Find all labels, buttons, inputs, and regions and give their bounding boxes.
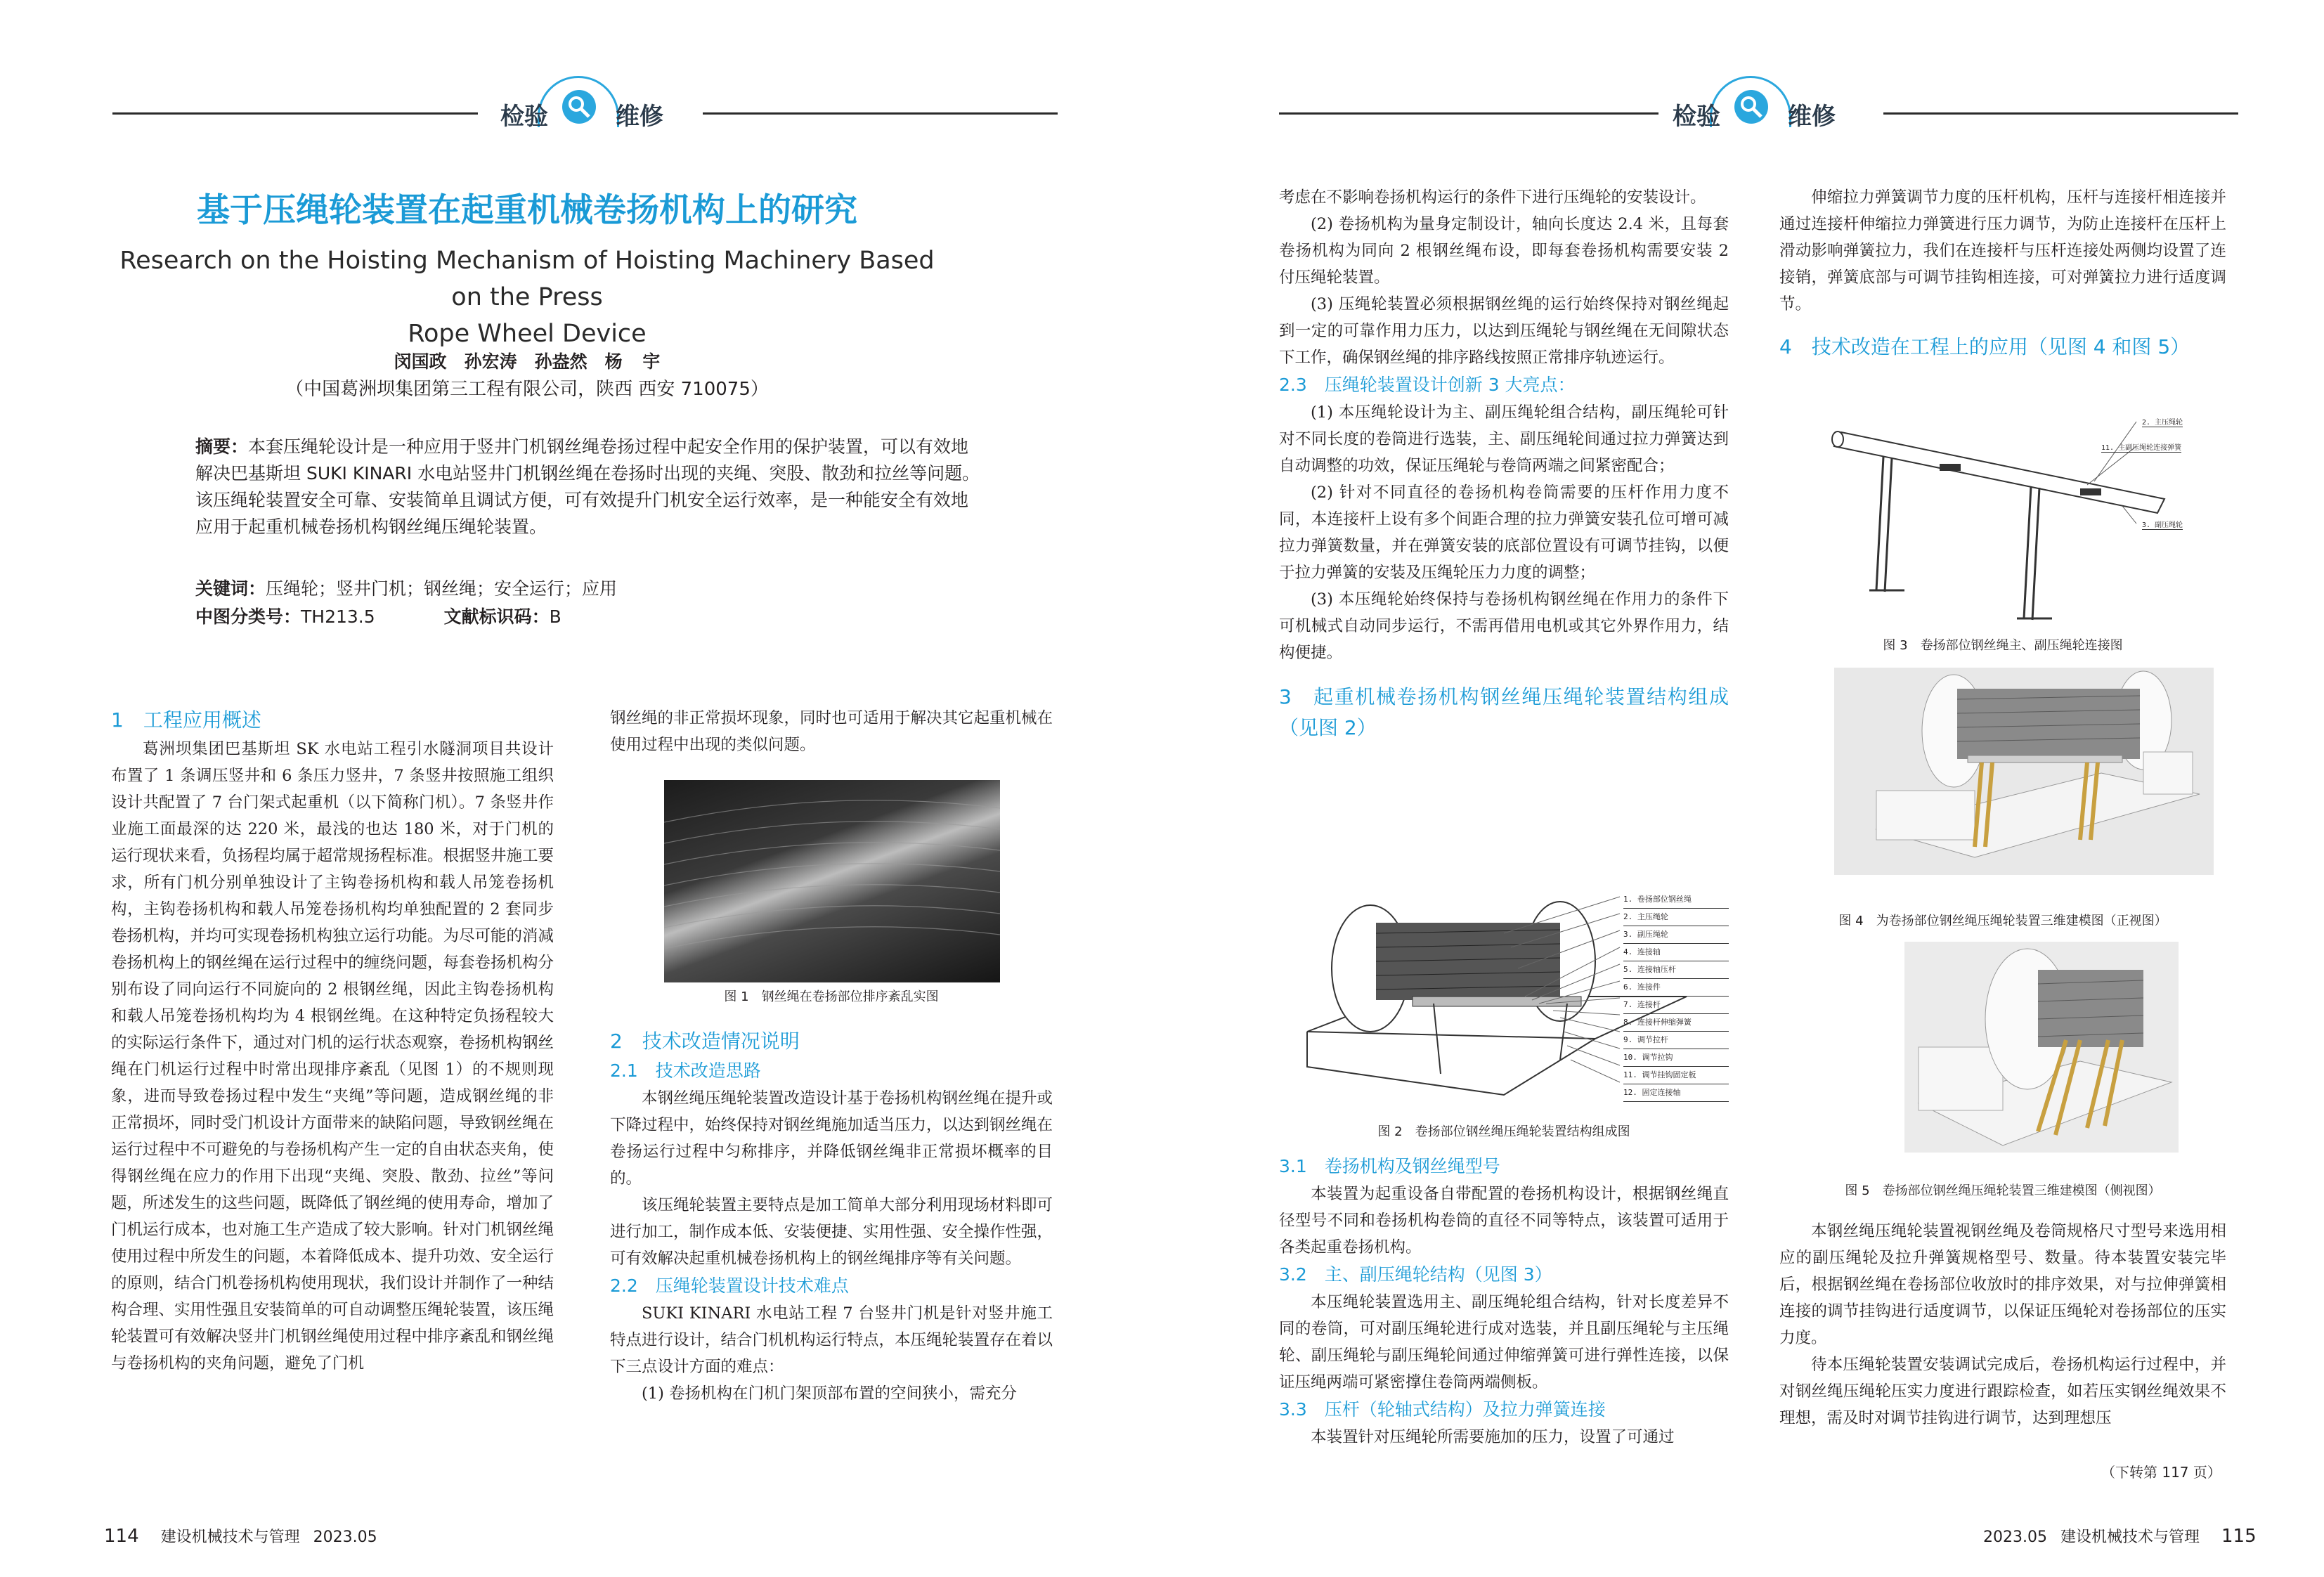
legend-item: 11. 调节挂钩固定板 (1623, 1067, 1729, 1084)
footer-right (1983, 1525, 2257, 1547)
figure-1-photo (664, 780, 1000, 982)
journal-name-right: 建设机械技术与管理 (2060, 1529, 2200, 1546)
subsection-heading: 3.1 卷扬机构及钢丝绳型号 (1279, 1156, 1500, 1176)
abstract-text: 本套压绳轮设计是一种应用于竖井门机钢丝绳卷扬过程中起安全作用的保护装置，可以有效地解决巴基斯坦 SUKI KINARI 水电站竖井门机钢丝绳在卷扬时出现的夹绳、突股、散劲和拉丝等问题。该压绳轮装置安全可靠、安装简单且调试方便，可有效提升门机安全运行效率，是一种能安全有效地应用于起重机械卷扬机构钢丝绳压绳轮装置。 (195, 436, 980, 537)
paragraph: 钢丝绳的非正常损坏现象，同时也可适用于解决其它起重机械在使用过程中出现的类似问题。 (610, 709, 1053, 754)
section-heading: 3 起重机械卷扬机构钢丝绳压绳轮装置结构组成（见图 2） (1279, 685, 1729, 739)
doc-label: 文献标识码： (443, 606, 550, 627)
legend-item: 7. 连接杆 (1623, 997, 1729, 1014)
paragraph: (2) 针对不同直径的卷扬机构卷筒需要的压杆作用力度不同，本连接杆上设有多个间距合理的拉力弹簧安装孔位可增可减拉力弹簧数量，并在弹簧安装的底部位置设有可调节挂钩，以便于拉力弹簧的安装及压绳轮压力力度的调整； (1279, 484, 1729, 582)
paragraph: 考虑在不影响卷扬机构运行的条件下进行压绳轮的安装设计。 (1279, 188, 1706, 207)
subsection-heading: 2.2 压绳轮装置设计技术难点 (610, 1276, 849, 1296)
legend-item: 2. 主压绳轮 (1623, 909, 1729, 926)
legend-item: 8. 连接杆伸缩弹簧 (1623, 1014, 1729, 1032)
figure-2-legend (1623, 891, 1729, 1102)
column-1 (111, 705, 554, 1377)
legend-item: 6. 连接件 (1623, 979, 1729, 997)
title-en-line2: Rope Wheel Device (408, 320, 647, 348)
column-4 (1779, 184, 2226, 363)
paragraph: (1) 卷扬机构在门机门架顶部布置的空间狭小，需充分 (642, 1384, 1018, 1403)
column-2-lower (610, 1026, 1053, 1407)
subsection-heading: 3.2 主、副压绳轮结构（见图 3） (1279, 1264, 1552, 1285)
clc-label: 中图分类号： (195, 606, 301, 627)
figure-1-caption: 图 1 钢丝绳在卷扬部位排序紊乱实图 (724, 989, 939, 1004)
issue-date-right: 2023.05 (1983, 1529, 2047, 1546)
figure-4-render (1834, 668, 2214, 875)
header-rule-right-b (1883, 112, 2238, 115)
figure-3-label: 2. 主压绳轮 (2142, 416, 2183, 427)
legend-item: 10. 调节拉钩 (1623, 1049, 1729, 1067)
paragraph: 本钢丝绳压绳轮装置视钢丝绳及卷筒规格尺寸型号来选用相应的副压绳轮及拉升弹簧规格型号、数量。待本装置安装完毕后，根据钢丝绳在卷扬部位收放时的排序效果，对与拉伸弹簧相连接的调节挂钩进行适度调节，以保证压绳轮对卷扬部位的压实力度。 (1779, 1222, 2226, 1347)
figure-3-label: 3. 副压绳轮 (2142, 519, 2183, 530)
column-4-lower (1779, 1218, 2226, 1432)
header-rule-right-a (1279, 112, 1658, 115)
paragraph: 该压绳轮装置主要特点是加工简单大部分利用现场材料即可进行加工，制作成本低、安装便捷、实用性强、安全操作性强，可有效解决起重机械卷扬机构上的钢丝绳排序等有关问题。 (610, 1196, 1053, 1268)
column-3 (1279, 184, 1729, 744)
title-en-line1: Research on the Hoisting Mechanism of Hoisting Machinery Based on the Press (119, 247, 935, 311)
paragraph: 本压绳轮装置选用主、副压绳轮组合结构，针对长度差异不同的卷筒，可对副压绳轮进行成对选装，并且副压绳轮与主压绳轮、副压绳轮与副压绳轮间通过伸缩弹簧可进行弹性连接，以保证压绳两端可紧密撑住卷筒两端侧板。 (1279, 1293, 1729, 1391)
section-heading: 2 技术改造情况说明 (610, 1030, 800, 1053)
paragraph: 葛洲坝集团巴基斯坦 SK 水电站工程引水隧洞项目共设计布置了 1 条调压竖井和 6 条压力竖井，7 条竖井按照施工组织设计共配置了 7 台门架式起重机（以下简称门机）。7 条竖井作业施工面最深的达 220 米，最浅的也达 180 米，对于门机的运行现状来看，负扬程均属于超常规扬程标准。根据竖井施工要求，所有门机分别单独设计了主钩卷扬机构和载人吊笼卷扬机构，主钩卷扬机构和载人吊笼卷扬机构均单独配置的 2 套同步卷扬机构，并均可实现卷扬机构独立运行功能。为尽可能的消减卷扬机构上的钢丝绳在运行过程中的缠绕问题，每套卷扬机构分别布设了同向运行不同旋向的 2 根钢丝绳，因此主钩卷扬机构和载人吊笼卷扬机构均为 4 根钢丝绳。在这种特定负扬程较大的实际运行条件下，通过对门机的运行状态观察，卷扬机构钢丝绳在门机运行过程中时常出现排序紊乱（见图 1）的不规则现象，进而导致卷扬过程中发生“夹绳”等问题，造成钢丝绳的非正常损坏，同时受门机设计方面带来的缺陷问题，导致钢丝绳在运行过程中不可避免的与卷扬机构产生一定的自由状态夹角，使得钢丝绳在应力的作用下出现“夹绳、突股、散劲、拉丝”等问题，所述发生的这些问题，既降低了钢丝绳的使用寿命，增加了门机运行成本，也对施工生产造成了较大影响。针对门机钢丝绳使用过程中所发生的问题，本着降低成本、提升功效、安全运行的原则，结合门机卷扬机构使用现状，我们设计并制作了一种结构合理、实用性强且安装简单的可自动调整压绳轮装置，该压绳轮装置可有效解决竖井门机钢丝绳使用过程中排序紊乱和钢丝绳与卷扬机构的夹角问题，避免了门机 (111, 740, 554, 1372)
subsection-heading: 3.3 压杆（轮轴式结构）及拉力弹簧连接 (1279, 1399, 1606, 1420)
subsection-heading: 2.3 压绳轮装置设计创新 3 大亮点： (1279, 375, 1576, 395)
header-label-right-1: 检验 (1673, 103, 1720, 131)
doc-value: B (549, 606, 561, 627)
article-title-en (112, 242, 942, 352)
figure-3-caption: 图 3 卷扬部位钢丝绳主、副压绳轮连接图 (1883, 638, 2123, 653)
legend-item: 9. 调节拉杆 (1623, 1032, 1729, 1049)
article-title-cn: 基于压绳轮装置在起重机械卷扬机构上的研究 (197, 191, 857, 230)
paragraph: SUKI KINARI 水电站工程 7 台竖井门机是针对竖井施工特点进行设计，结合门机机构运行特点，本压绳轮装置存在着以下三点设计方面的难点： (610, 1304, 1053, 1376)
issue-date-left: 2023.05 (313, 1529, 377, 1546)
figure-2-diagram (1293, 891, 1729, 1116)
keywords (195, 575, 617, 600)
header-rule-left-b (703, 112, 1058, 115)
column-2 (610, 705, 1053, 758)
column-3-lower (1279, 1153, 1729, 1451)
keywords-text: 压绳轮；竖井门机；钢丝绳；安全运行；应用 (266, 578, 618, 599)
paragraph: (2) 卷扬机构为量身定制设计，轴向长度达 2.4 米，且每套卷扬机构为同向 2 根钢丝绳布设，即每套卷扬机构需要安装 2 付压绳轮装置。 (1279, 215, 1729, 287)
paragraph: (3) 本压绳轮始终保持与卷扬机构钢丝绳在作用力的条件下可机械式自动同步运行，不需再借用电机或其它外界作用力，结构便捷。 (1279, 590, 1729, 662)
authors: 闵国政 孙宏涛 孙盎然 杨 宇 (394, 351, 661, 372)
footer-left (104, 1525, 377, 1547)
legend-item: 1. 卷扬部位钢丝绳 (1623, 891, 1729, 909)
section-heading: 4 技术改造在工程上的应用（见图 4 和图 5） (1779, 335, 2190, 358)
wrench-icon (562, 90, 596, 124)
header-label-left-2: 维修 (616, 103, 663, 131)
paragraph: (1) 本压绳轮设计为主、副压绳轮组合结构，副压绳轮可针对不同长度的卷筒进行选装，主、副压绳轮间通过拉力弹簧达到自动调整的功效，保证压绳轮与卷筒两端之间紧密配合； (1279, 403, 1729, 475)
header-label-left-1: 检验 (500, 103, 548, 131)
paragraph: 待本压绳轮装置安装调试完成后，卷扬机构运行过程中，并对钢丝绳压绳轮压实力度进行跟踪检查，如若压实钢丝绳效果不理想，需及时对调节挂钩进行调节，达到理想压 (1779, 1356, 2226, 1427)
paragraph: 本装置为起重设备自带配置的卷扬机构设计，根据钢丝绳直径型号不同和卷扬机构卷筒的直径不同等特点，该装置可适用于各类起重卷扬机构。 (1279, 1185, 1729, 1257)
figure-5-render (1904, 942, 2179, 1153)
abstract-label: 摘要： (195, 436, 249, 457)
paragraph: 本钢丝绳压绳轮装置改造设计基于卷扬机构钢丝绳在提升或下降过程中，始终保持对钢丝绳施加适当压力，以达到钢丝绳在卷扬运行过程中匀称排序，并降低钢丝绳非正常损坏概率的目的。 (610, 1089, 1053, 1188)
journal-name-left: 建设机械技术与管理 (160, 1529, 300, 1546)
page-number-left: 114 (104, 1526, 139, 1547)
page-number-right: 115 (2221, 1526, 2257, 1547)
clc-value: TH213.5 (301, 606, 375, 627)
figure-4-caption: 图 4 为卷扬部位钢丝绳压绳轮装置三维建模图（正视图） (1838, 914, 2167, 928)
affiliation: （中国葛洲坝集团第三工程有限公司，陕西 西安 710075） (285, 379, 769, 400)
wrench-icon (1734, 90, 1768, 124)
legend-item: 4. 连接轴 (1623, 944, 1729, 961)
paragraph: 本装置针对压绳轮所需要施加的压力，设置了可通过 (1311, 1428, 1675, 1446)
section-heading: 1 工程应用概述 (111, 708, 261, 732)
legend-item: 3. 副压绳轮 (1623, 926, 1729, 944)
keywords-label: 关键词： (195, 578, 266, 599)
figure-3-label: 11. 主副压绳轮连接弹簧 (2101, 441, 2181, 453)
header-rule-left-a (112, 112, 478, 115)
header-label-right-2: 维修 (1788, 103, 1836, 131)
paragraph: 伸缩拉力弹簧调节力度的压杆机构，压杆与连接杆相连接并通过连接杆伸缩拉力弹簧进行压力调节，为防止连接杆在压杆上滑动影响弹簧拉力，我们在连接杆与压杆连接处两侧均设置了连接销，弹簧底部与可调节挂钩相连接，可对弹簧拉力进行适度调节。 (1779, 188, 2226, 313)
figure-3-diagram (1827, 415, 2193, 625)
legend-item: 5. 连接轴压杆 (1623, 961, 1729, 979)
figure-2-caption: 图 2 卷扬部位钢丝绳压绳轮装置结构组成图 (1377, 1124, 1630, 1139)
abstract (195, 434, 982, 540)
legend-item: 12. 固定连接轴 (1623, 1084, 1729, 1102)
figure-5-caption: 图 5 卷扬部位钢丝绳压绳轮装置三维建模图（侧视图） (1845, 1183, 2161, 1198)
paragraph: (3) 压绳轮装置必须根据钢丝绳的运行始终保持对钢丝绳起到一定的可靠作用力压力，以达到压绳轮与钢丝绳在无间隙状态下工作，确保钢丝绳的排序路线按照正常排序轨迹运行。 (1279, 295, 1729, 367)
classification (195, 603, 561, 628)
continued-note: （下转第 117 页） (2101, 1464, 2221, 1481)
subsection-heading: 2.1 技术改造思路 (610, 1060, 761, 1081)
